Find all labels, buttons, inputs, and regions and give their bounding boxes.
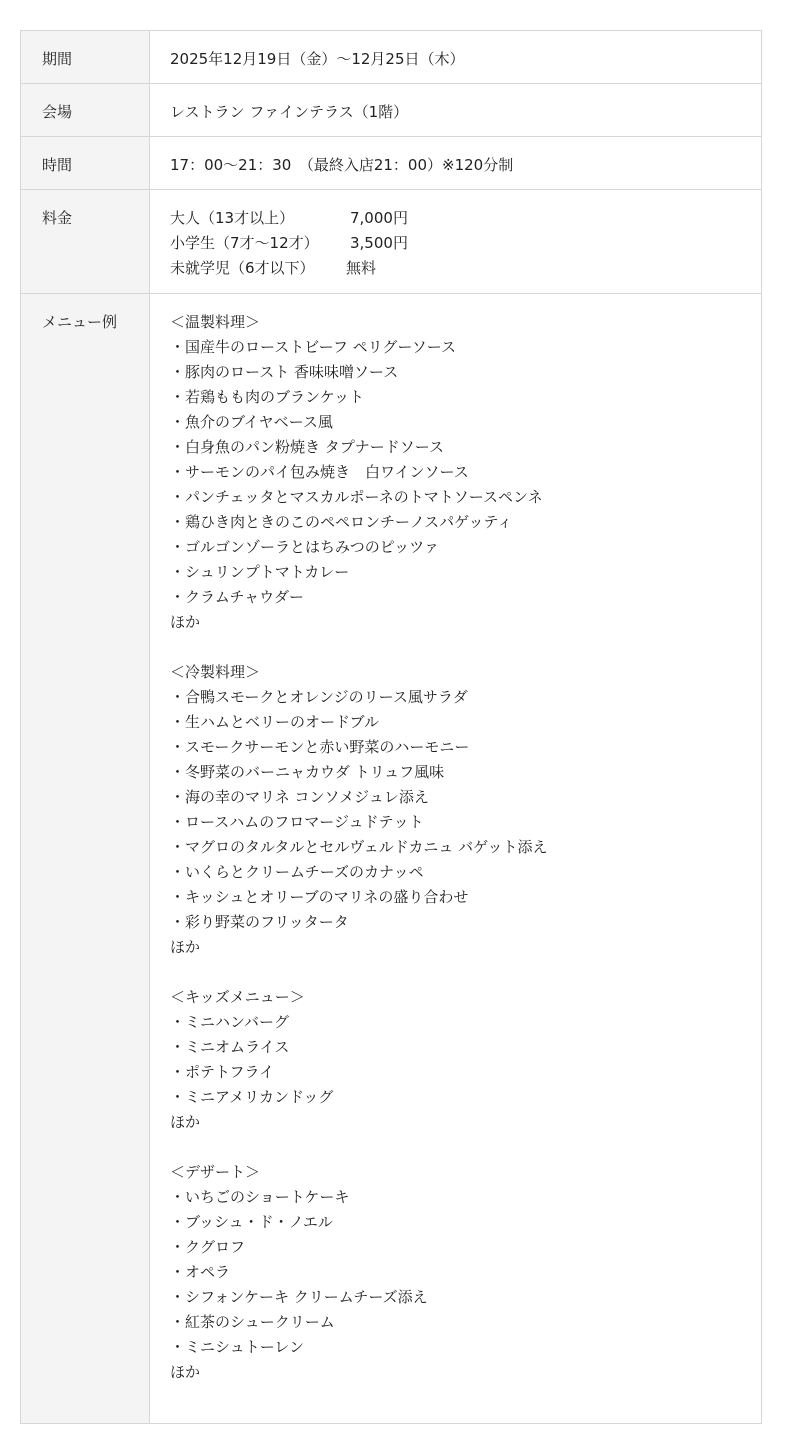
menu-item: ・白身魚のパン粉焼き タプナードソース [170, 438, 445, 456]
menu-item: ・シュリンプトマトカレー [170, 563, 350, 581]
menu-item: ・サーモンのパイ包み焼き 白ワインソース [170, 463, 469, 481]
price-line [170, 206, 761, 231]
event-info-table [20, 30, 762, 1424]
menu-item: ・ミニシュトーレン [170, 1338, 305, 1356]
menu-section-heading: ＜冷製料理＞ [170, 663, 261, 681]
time-label: 時間 [21, 137, 150, 190]
menu-item: ・ポテトフライ [170, 1063, 275, 1081]
venue-value: レストラン ファインテラス（1階） [150, 84, 762, 137]
menu-section-heading: ＜デザート＞ [170, 1163, 261, 1181]
price-row [21, 190, 762, 294]
menu-item: ・シフォンケーキ クリームチーズ添え [170, 1288, 428, 1306]
section-spacer [170, 1135, 761, 1160]
menu-more: ほか [170, 938, 201, 956]
price-category: 小学生（7才～12才） [170, 234, 319, 252]
section-spacer [170, 960, 761, 985]
menu-more: ほか [170, 613, 201, 631]
menu-row [21, 294, 762, 1424]
menu-item: ・生ハムとベリーのオードブル [170, 713, 379, 731]
menu-item: ・ミニアメリカンドッグ [170, 1088, 334, 1106]
venue-row [21, 84, 762, 137]
menu-item: ・若鶏もも肉のブランケット [170, 388, 364, 406]
menu-item: ・マグロのタルタルとセルヴェルドカニュ バゲット添え [170, 838, 548, 856]
menu-item: ・魚介のブイヤベース風 [170, 413, 333, 431]
menu-item: ・いちごのショートケーキ [170, 1188, 350, 1206]
menu-item: ・スモークサーモンと赤い野菜のハーモニー [170, 738, 470, 756]
menu-item: ・ブッシュ・ド・ノエル [170, 1213, 333, 1231]
menu-item: ・パンチェッタとマスカルポーネのトマトソースペンネ [170, 488, 543, 506]
menu-more: ほか [170, 1113, 201, 1131]
menu-item: ・ミニハンバーグ [170, 1013, 289, 1031]
price-amount: 3,500円 [350, 234, 408, 252]
price-category: 未就学児（6才以下） [170, 259, 315, 277]
menu-item: ・紅茶のシュークリーム [170, 1313, 335, 1331]
menu-item: ・ゴルゴンゾーラとはちみつのピッツァ [170, 538, 439, 556]
section-spacer [170, 635, 761, 660]
venue-label: 会場 [21, 84, 150, 137]
menu-item: ・合鴨スモークとオレンジのリース風サラダ [170, 688, 468, 706]
menu-item: ・鶏ひき肉ときのこのペペロンチーノスパゲッティ [170, 513, 513, 531]
price-amount: 無料 [346, 259, 377, 277]
price-category: 大人（13才以上） [170, 209, 295, 227]
menu-item: ・クグロフ [170, 1238, 246, 1256]
menu-label: メニュー例 [21, 294, 150, 1424]
menu-list [150, 294, 762, 1424]
menu-more: ほか [170, 1363, 201, 1381]
menu-item: ・国産牛のローストビーフ ペリグーソース [170, 338, 457, 356]
menu-item: ・ミニオムライス [170, 1038, 290, 1056]
time-row [21, 137, 762, 190]
period-row [21, 31, 762, 84]
menu-item: ・キッシュとオリーブのマリネの盛り合わせ [170, 888, 469, 906]
menu-item: ・いくらとクリームチーズのカナッペ [170, 863, 424, 881]
menu-section-heading: ＜キッズメニュー＞ [170, 988, 305, 1006]
menu-item: ・クラムチャウダー [170, 588, 304, 606]
menu-item: ・海の幸のマリネ コンソメジュレ添え [170, 788, 429, 806]
menu-item: ・彩り野菜のフリッタータ [170, 913, 349, 931]
menu-item: ・ロースハムのフロマージュドテット [170, 813, 424, 831]
menu-item: ・冬野菜のバーニャカウダ トリュフ風味 [170, 763, 445, 781]
menu-item: ・オペラ [170, 1263, 231, 1281]
menu-item: ・豚肉のロースト 香味味噌ソース [170, 363, 399, 381]
time-value: 17：00～21：30 （最終入店21：00）※120分制 [150, 137, 762, 190]
price-list [150, 190, 762, 294]
price-line [170, 256, 761, 281]
menu-section-heading: ＜温製料理＞ [170, 313, 261, 331]
price-line [170, 231, 761, 256]
period-label: 期間 [21, 31, 150, 84]
period-value: 2025年12月19日（金）～12月25日（木） [150, 31, 762, 84]
price-amount: 7,000円 [350, 209, 408, 227]
price-label: 料金 [21, 190, 150, 294]
